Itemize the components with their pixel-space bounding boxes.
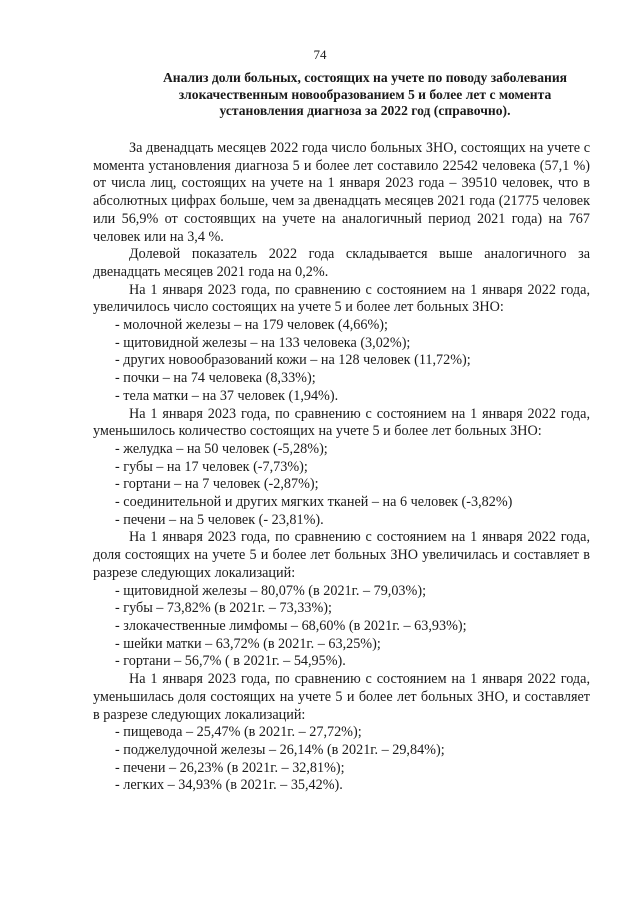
paragraph: Долевой показатель 2022 года складывается выше аналогичного за двенадцать месяцев 2021 года на 0,2%.: [93, 246, 590, 280]
list-item: - легких – 34,93% (в 2021г. – 35,42%).: [115, 777, 343, 794]
list-item: - пищевода – 25,47% (в 2021г. – 27,72%);: [115, 724, 362, 741]
list-item: - печени – 26,23% (в 2021г. – 32,81%);: [115, 759, 345, 776]
paragraph: На 1 января 2023 года, по сравнению с состоянием на 1 января 2022 года, уменьшилось количество состоящих на учете 5 и более лет больных ЗНО:: [93, 405, 590, 440]
list-item: - шейки матки – 63,72% (в 2021г. – 63,25%);: [115, 635, 381, 652]
paragraph: На 1 января 2023 года, по сравнению с состоянием на 1 января 2022 года, увеличилось число состоящих на учете 5 и более лет больных ЗНО:: [93, 281, 590, 316]
list-item: - поджелудочной железы – 26,14% (в 2021г. – 29,84%);: [115, 741, 445, 758]
list-item: - печени – на 5 человек (- 23,81%).: [115, 511, 324, 528]
list-increase-share: [93, 583, 590, 672]
list-item: - других новообразований кожи – на 128 человек (11,72%);: [115, 352, 471, 369]
section-title: [140, 70, 590, 120]
title-line: злокачественным новообразованием 5 и более лет с момента: [178, 86, 552, 102]
list-item: - щитовидной железы – на 133 человека (3,02%);: [115, 334, 411, 351]
document-body: [93, 140, 590, 795]
list-item: - тела матки – на 37 человек (1,94%).: [115, 387, 339, 404]
list-item: - гортани – 56,7% ( в 2021г. – 54,95%).: [115, 653, 346, 670]
list-item: - злокачественные лимфомы – 68,60% (в 2021г. – 63,93%);: [115, 617, 467, 634]
title-line: установления диагноза за 2022 год (справочно).: [219, 103, 511, 118]
paragraph: На 1 января 2023 года, по сравнению с состоянием на 1 января 2022 года, уменьшилась доля состоящих на учете 5 и более лет больных ЗНО, и составляет в разрезе следующих локализаций:: [93, 671, 590, 723]
list-item: - щитовидной железы – 80,07% (в 2021г. – 79,03%);: [115, 582, 427, 599]
list-item: - желудка – на 50 человек (-5,28%);: [115, 440, 328, 457]
list-item: - губы – 73,82% (в 2021г. – 73,33%);: [115, 600, 332, 617]
page-number: 74: [313, 47, 327, 62]
list-item: - молочной железы – на 179 человек (4,66%);: [115, 317, 388, 334]
list-item: - соединительной и других мягких тканей – на 6 человек (-3,82%): [115, 494, 513, 511]
list-decrease-count: [93, 441, 590, 530]
paragraph: На 1 января 2023 года, по сравнению с состоянием на 1 января 2022 года, доля состоящих на учете 5 и более лет больных ЗНО увеличилась и составляет в разрезе следующих локализаций:: [93, 529, 590, 581]
list-item: - почки – на 74 человека (8,33%);: [115, 370, 316, 387]
title-line: Анализ доли больных, состоящих на учете по поводу заболевания: [162, 70, 568, 85]
paragraph: За двенадцать месяцев 2022 года число больных ЗНО, состоящих на учете с момента установления диагноза 5 и более лет составило 22542 человека (57,1 %) от числа лиц, состоящих на учете на 1 января 2023 года – 39510 человек, что в абсолютных цифрах больше, чем за двенадцать месяцев 2021 года (21775 человек или 56,9% от состоявщих на учете на аналогичный период 2021 года) на 767 человек или на 3,4 %.: [93, 140, 590, 245]
list-item: - гортани – на 7 человек (-2,87%);: [115, 476, 319, 493]
list-decrease-share: [93, 724, 590, 795]
list-increase-count: [93, 317, 590, 406]
list-item: - губы – на 17 человек (-7,73%);: [115, 458, 308, 475]
